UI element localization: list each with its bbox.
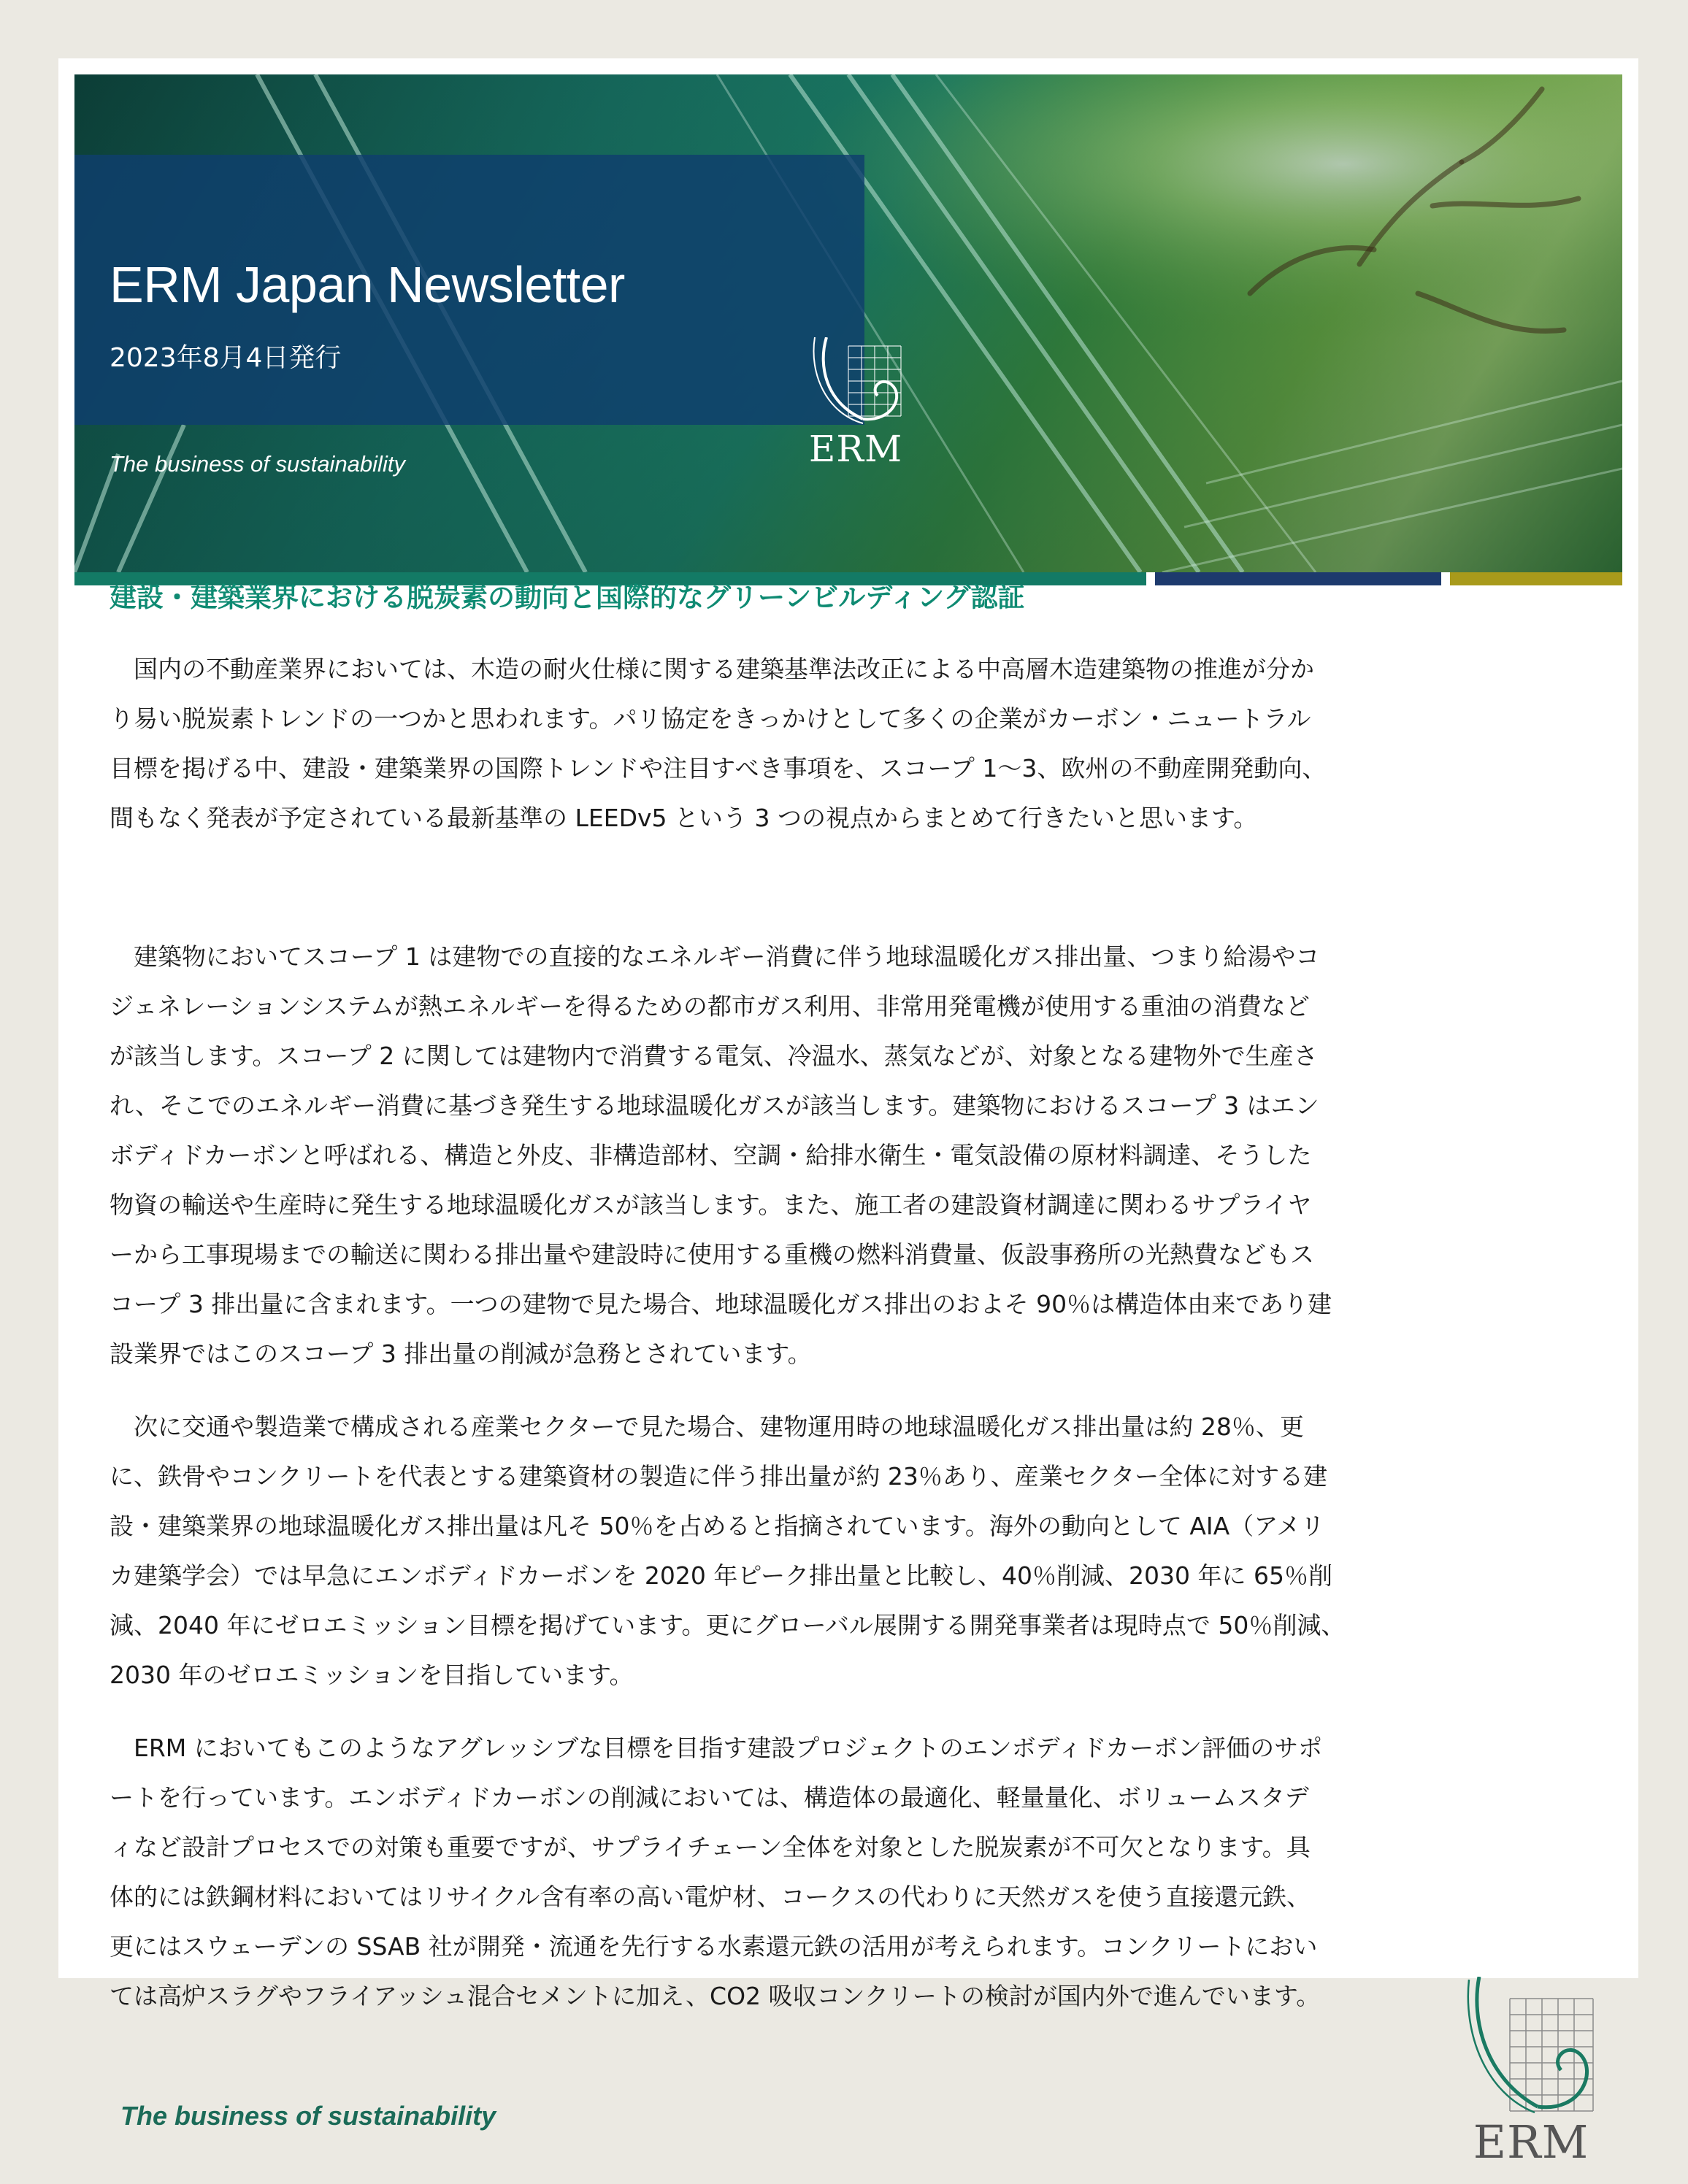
footer-tagline: The business of sustainability <box>120 2101 496 2131</box>
paragraph-line: 建築物においてスコープ 1 は建物での直接的なエネルギー消費に伴う地球温暖化ガス排出量、つまり給湯やコ <box>110 942 1320 971</box>
paragraph-line: 2030 年のゼロエミッションを目指しています。 <box>110 1661 634 1689</box>
paragraph-line: ートを行っています。エンボディドカーボンの削減においては、構造体の最適化、軽量量化、ボリュームスタデ <box>110 1783 1309 1812</box>
issue-date: 2023年8月4日発行 <box>110 343 342 373</box>
paragraph-line: ィなど設計プロセスでの対策も重要ですが、サプライチェーン全体を対象とした脱炭素が不可欠となります。具 <box>110 1833 1311 1861</box>
paragraph-line: ジェネレーションシステムが熱エネルギーを得るための都市ガス利用、非常用発電機が使用する重油の消費など <box>110 992 1310 1020</box>
paragraph-line: ては高炉スラグやフライアッシュ混合セメントに加え、CO2 吸収コンクリートの検討が国内外で進んでいます。 <box>110 1982 1321 2010</box>
article-paragraph <box>110 1402 1643 1700</box>
paragraph-line: 体的には鉄鋼材料においてはリサイクル含有率の高い電炉材、コークスの代わりに天然ガスを使う直接還元鉄、 <box>110 1883 1311 1911</box>
article-paragraph <box>110 932 1643 1379</box>
paragraph-line: れ、そこでのエネルギー消費に基づき発生する地球温暖化ガスが該当します。建築物におけるスコープ 3 はエン <box>110 1091 1319 1120</box>
paragraph-line: ボディドカーボンと呼ばれる、構造と外皮、非構造部材、空調・給排水衛生・電気設備の原材料調達、そうした <box>110 1141 1312 1169</box>
banner-logo-text: ERM <box>808 428 903 470</box>
paragraph-line: 目標を掲げる中、建設・建築業界の国際トレンドや注目すべき事項を、スコープ 1〜3、欧州の不動産開発動向、 <box>110 754 1327 783</box>
paragraph-line: 設業界ではこのスコープ 3 排出量の削減が急務とされています。 <box>110 1339 812 1368</box>
newsletter-title: ERM Japan Newsletter <box>110 256 625 313</box>
article-paragraph <box>110 645 1643 843</box>
paragraph-line: 減、2040 年にゼロエミッション目標を掲げています。更にグローバル展開する開発事業者は現時点で 50％削減、 <box>110 1611 1346 1639</box>
paragraph-line: 更にはスウェーデンの SSAB 社が開発・流通を先行する水素還元鉄の活用が考えられます。コンクリートにおい <box>110 1932 1318 1961</box>
paragraph-line: に、鉄骨やコンクリートを代表とする建築資材の製造に伴う排出量が約 23％あり、産業セクター全体に対する建 <box>110 1462 1328 1491</box>
header-banner <box>74 74 1622 572</box>
paragraph-line: 間もなく発表が予定されている最新基準の LEEDv5 という 3 つの視点からまとめて行きたいと思います。 <box>110 804 1258 832</box>
paragraph-line: ーから工事現場までの輸送に関わる排出量や建設時に使用する重機の燃料消費量、仮設事務所の光熱費などもス <box>110 1240 1314 1269</box>
accent-bar-navy <box>1155 572 1441 585</box>
erm-logo-icon <box>1465 1977 1597 2168</box>
banner-tagline: The business of sustainability <box>110 451 405 477</box>
paragraph-line: ERM においてもこのようなアグレッシブな目標を目指す建設プロジェクトのエンボディドカーボン評価のサポ <box>110 1734 1323 1762</box>
footer-logo-text: ERM <box>1473 2115 1589 2169</box>
paragraph-line: 次に交通や製造業で構成される産業セクターで見た場合、建物運用時の地球温暖化ガス排出量は約 28％、更 <box>110 1412 1304 1441</box>
erm-logo-icon <box>805 337 907 476</box>
newsletter-page <box>58 58 1638 2010</box>
paragraph-line: 国内の不動産業界においては、木造の耐火仕様に関する建築基準法改正による中高層木造建築物の推進が分か <box>110 655 1314 683</box>
paragraph-line: り易い脱炭素トレンドの一つかと思われます。パリ協定をきっかけとして多くの企業がカーボン・ニュートラル <box>110 704 1311 733</box>
paragraph-line: カ建築学会）では早急にエンボディドカーボンを 2020 年ピーク排出量と比較し、40％削減、2030 年に 65％削 <box>110 1561 1332 1590</box>
paragraph-line: が該当します。スコープ 2 に関しては建物内で消費する電気、冷温水、蒸気などが、対象となる建物外で生産さ <box>110 1042 1318 1070</box>
accent-bar-olive <box>1450 572 1622 585</box>
banner-title-box <box>74 155 864 477</box>
article-paragraph <box>110 1723 1643 2021</box>
paragraph-line: コープ 3 排出量に含まれます。一つの建物で見た場合、地球温暖化ガス排出のおよそ 90％は構造体由来であり建 <box>110 1290 1332 1318</box>
paragraph-line: 設・建築業界の地球温暖化ガス排出量は凡そ 50％を占めると指摘されています。海外の動向として AIA（アメリ <box>110 1512 1325 1540</box>
paragraph-line: 物資の輸送や生産時に発生する地球温暖化ガスが該当します。また、施工者の建設資材調達に関わるサプライヤ <box>110 1191 1312 1219</box>
article-title: 建設・建築業界における脱炭素の動向と国際的なグリーンビルディング認証 <box>110 582 1025 613</box>
